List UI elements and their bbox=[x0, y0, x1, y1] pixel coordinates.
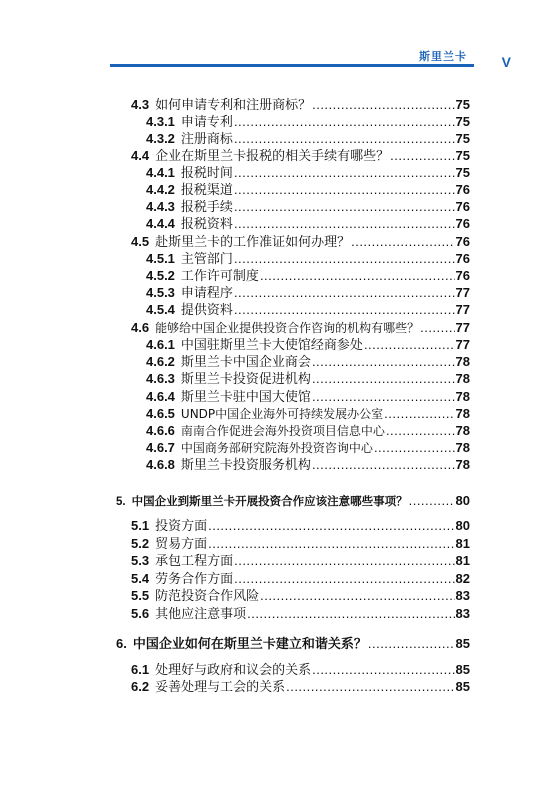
toc-chapter-title: 中国企业到斯里兰卡开展投资合作应该注意哪些事项？ bbox=[131, 494, 408, 508]
toc-entry-number: 4.6.6 bbox=[146, 423, 175, 438]
toc-leader-dots bbox=[234, 553, 454, 569]
toc-entry[interactable] bbox=[146, 199, 470, 216]
toc-entry-title: 处理好与政府和议会的关系 bbox=[155, 663, 312, 678]
toc-leader-dots bbox=[247, 606, 454, 622]
toc-entry[interactable] bbox=[131, 606, 470, 623]
toc-chapter-title: 中国企业如何在斯里兰卡建立和谐关系？ bbox=[132, 637, 367, 652]
toc-entry[interactable] bbox=[146, 131, 470, 148]
toc-entry[interactable] bbox=[146, 457, 470, 474]
toc-entry-title: 报税手续 bbox=[180, 200, 233, 215]
toc-leader-dots bbox=[312, 662, 454, 678]
toc-entry-page: 76 bbox=[455, 234, 470, 249]
toc-entry-page: 76 bbox=[455, 199, 470, 214]
toc-entry-title: 其他应注意事项 bbox=[155, 607, 247, 622]
toc-entry-title: 赴斯里兰卡的工作准证如何办理？ bbox=[155, 235, 351, 250]
toc-entry-number: 4.3.2 bbox=[146, 131, 175, 146]
toc-leader-dots bbox=[368, 636, 455, 652]
toc-leader-dots bbox=[312, 389, 455, 405]
toc-entry-number: 4.3.1 bbox=[146, 114, 175, 129]
toc-leader-dots bbox=[234, 199, 455, 215]
toc-entry-title: 斯里兰卡投资促进机构 bbox=[180, 372, 311, 387]
toc-entry-number: 4.4.2 bbox=[146, 182, 175, 197]
toc-chapter[interactable] bbox=[116, 493, 470, 510]
toc-leader-dots bbox=[409, 493, 455, 509]
toc-leader-dots bbox=[234, 182, 455, 198]
toc-leader-dots bbox=[390, 148, 454, 164]
toc-entry-title: 中国驻斯里兰卡大使馆经商参处 bbox=[180, 338, 363, 353]
toc-entry[interactable] bbox=[131, 234, 470, 251]
toc-entry-page: 78 bbox=[455, 406, 470, 421]
toc-leader-dots bbox=[312, 354, 455, 370]
toc-leader-dots bbox=[286, 679, 454, 695]
toc-entry-title: 申请程序 bbox=[180, 286, 233, 301]
toc-chapter-page: 80 bbox=[455, 493, 470, 508]
toc-leader-dots bbox=[234, 216, 455, 232]
toc-entry-page: 75 bbox=[455, 97, 470, 112]
toc-leader-dots bbox=[312, 371, 455, 387]
toc-entry-number: 4.3 bbox=[131, 97, 150, 112]
toc-entry-number: 5.3 bbox=[131, 553, 150, 568]
toc-entry-number: 4.5.1 bbox=[146, 251, 175, 266]
toc-entry-page: 77 bbox=[455, 320, 470, 335]
toc-entry[interactable] bbox=[146, 182, 470, 199]
toc-entry-number: 4.6.3 bbox=[146, 371, 175, 386]
toc-entry[interactable] bbox=[146, 354, 470, 371]
toc-entry-page: 81 bbox=[455, 553, 470, 568]
toc-leader-dots bbox=[384, 406, 454, 422]
toc-leader-dots bbox=[351, 234, 454, 250]
toc-entry-title: 斯里兰卡驻中国大使馆 bbox=[180, 390, 311, 405]
toc-entry-title: 工作许可制度 bbox=[180, 269, 259, 284]
toc-entry-page: 75 bbox=[455, 148, 470, 163]
toc-leader-dots bbox=[234, 251, 455, 267]
toc-entry-page: 78 bbox=[455, 423, 470, 438]
toc-entry-number: 4.6.7 bbox=[146, 440, 175, 455]
toc-entry-page: 81 bbox=[455, 536, 470, 551]
toc-entry-page: 85 bbox=[455, 679, 470, 694]
toc-entry-number: 4.4.1 bbox=[146, 165, 175, 180]
page-number: V bbox=[501, 54, 511, 70]
toc-entry-number: 4.5 bbox=[131, 234, 150, 249]
toc-entry-page: 83 bbox=[455, 588, 470, 603]
toc-entry-title: 贸易方面 bbox=[155, 537, 208, 552]
toc-entry[interactable] bbox=[146, 371, 470, 388]
toc-entry[interactable] bbox=[131, 97, 470, 114]
toc-entry-page: 85 bbox=[455, 662, 470, 677]
toc-entry[interactable] bbox=[146, 268, 470, 285]
toc-entry-title: 提供资料 bbox=[180, 303, 233, 318]
toc-leader-dots bbox=[386, 423, 455, 439]
toc-entry[interactable] bbox=[146, 216, 470, 233]
toc-entry-number: 4.6 bbox=[131, 320, 150, 335]
toc-entry-page: 82 bbox=[455, 571, 470, 586]
toc-entry-number: 5.6 bbox=[131, 606, 150, 621]
toc-entry-page: 83 bbox=[455, 606, 470, 621]
toc-entry[interactable] bbox=[146, 423, 470, 439]
toc-entry[interactable] bbox=[131, 679, 470, 696]
toc-entry[interactable] bbox=[131, 662, 470, 679]
toc-entry-title: 企业在斯里兰卡报税的相关手续有哪些？ bbox=[155, 149, 390, 164]
toc-entry[interactable] bbox=[146, 114, 470, 131]
toc-entry[interactable] bbox=[146, 302, 470, 319]
toc-entry-title: 劳务合作方面 bbox=[155, 572, 234, 587]
toc-leader-dots bbox=[260, 268, 455, 284]
toc-entry-number: 5.2 bbox=[131, 536, 150, 551]
toc-leader-dots bbox=[234, 114, 455, 130]
toc-entry-number: 5.1 bbox=[131, 518, 150, 533]
toc-entry-title: 妥善处理与工会的关系 bbox=[155, 680, 286, 695]
toc-leader-dots bbox=[260, 588, 454, 604]
running-header-title: 斯里兰卡 bbox=[419, 50, 467, 63]
toc-entry-title: 主管部门 bbox=[180, 252, 233, 267]
toc-leader-dots bbox=[420, 320, 454, 336]
toc-entry[interactable] bbox=[146, 406, 470, 422]
toc-entry-title: 承包工程方面 bbox=[155, 554, 234, 569]
toc-entry-number: 4.6.5 bbox=[146, 406, 175, 421]
toc-entry-number: 4.6.4 bbox=[146, 389, 175, 404]
toc-entry-title: 如何申请专利和注册商标？ bbox=[155, 98, 312, 113]
toc-leader-dots bbox=[312, 457, 455, 473]
toc-entry-page: 76 bbox=[455, 182, 470, 197]
toc-entry[interactable] bbox=[146, 440, 470, 456]
toc-entry-title: UNDP中国企业海外可持续发展办公室 bbox=[180, 407, 384, 421]
toc-leader-dots bbox=[234, 131, 455, 147]
toc-entry-number: 4.5.3 bbox=[146, 285, 175, 300]
toc-entry-title: 防范投资合作风险 bbox=[155, 589, 260, 604]
toc-entry-page: 77 bbox=[455, 285, 470, 300]
toc-entry-number: 4.6.1 bbox=[146, 337, 175, 352]
toc-entry-title: 报税资料 bbox=[180, 217, 233, 232]
toc-entry-page: 78 bbox=[455, 371, 470, 386]
toc-entry[interactable] bbox=[146, 337, 470, 354]
toc-entry-title: 南南合作促进会海外投资项目信息中心 bbox=[180, 424, 385, 438]
toc-entry-page: 80 bbox=[455, 518, 470, 533]
toc-leader-dots bbox=[234, 302, 455, 318]
toc-entry-number: 4.4.3 bbox=[146, 199, 175, 214]
toc-chapter-page: 85 bbox=[455, 636, 470, 651]
toc-entry[interactable] bbox=[131, 518, 470, 535]
toc-entry[interactable] bbox=[131, 148, 470, 165]
toc-entry[interactable] bbox=[131, 553, 470, 570]
toc-entry-page: 78 bbox=[455, 354, 470, 369]
toc-entry-title: 申请专利 bbox=[180, 115, 233, 130]
toc-entry-number: 4.4.4 bbox=[146, 216, 175, 231]
toc-entry-page: 76 bbox=[455, 216, 470, 231]
toc-entry-title: 投资方面 bbox=[155, 519, 208, 534]
toc-chapter-number: 6. bbox=[116, 636, 127, 651]
toc-entry-number: 4.6.8 bbox=[146, 457, 175, 472]
toc-entry-page: 75 bbox=[455, 165, 470, 180]
toc-entry-title: 斯里兰卡中国企业商会 bbox=[180, 355, 311, 370]
toc-entry[interactable] bbox=[146, 165, 470, 182]
toc-leader-dots bbox=[208, 536, 454, 552]
toc-entry[interactable] bbox=[131, 320, 470, 336]
toc-leader-dots bbox=[208, 518, 454, 534]
toc-entry-number: 4.6.2 bbox=[146, 354, 175, 369]
toc-entry-page: 77 bbox=[455, 302, 470, 317]
toc-entry[interactable] bbox=[131, 536, 470, 553]
toc-leader-dots bbox=[374, 440, 455, 456]
toc-chapter-number: 5. bbox=[116, 496, 126, 508]
toc-entry-number: 6.1 bbox=[131, 662, 150, 677]
toc-entry-page: 78 bbox=[455, 457, 470, 472]
toc-entry-number: 5.4 bbox=[131, 571, 150, 586]
toc-leader-dots bbox=[312, 97, 454, 113]
toc-entry-number: 4.4 bbox=[131, 148, 150, 163]
toc-leader-dots bbox=[364, 337, 455, 353]
toc-entry-number: 5.5 bbox=[131, 588, 150, 603]
toc-entry-page: 76 bbox=[455, 251, 470, 266]
toc-entry-page: 75 bbox=[455, 131, 470, 146]
toc-entry-page: 76 bbox=[455, 268, 470, 283]
toc-entry-title: 报税渠道 bbox=[180, 183, 233, 198]
toc-leader-dots bbox=[234, 165, 455, 181]
toc-entry-page: 75 bbox=[455, 114, 470, 129]
toc-entry[interactable] bbox=[131, 571, 470, 588]
toc-entry[interactable] bbox=[146, 251, 470, 268]
toc-entry-page: 77 bbox=[455, 337, 470, 352]
toc-entry-page: 78 bbox=[455, 389, 470, 404]
toc-entry-number: 4.5.4 bbox=[146, 302, 175, 317]
toc-entry-title: 斯里兰卡投资服务机构 bbox=[180, 458, 311, 473]
toc-chapter[interactable] bbox=[116, 636, 470, 653]
toc-leader-dots bbox=[234, 285, 455, 301]
toc-entry-page: 78 bbox=[455, 440, 470, 455]
toc-leader-dots bbox=[234, 571, 454, 587]
toc-entry-title: 能够给中国企业提供投资合作咨询的机构有哪些？ bbox=[155, 321, 420, 335]
toc-entry[interactable] bbox=[131, 588, 470, 605]
toc-entry-title: 报税时间 bbox=[180, 166, 233, 181]
toc-entry-title: 注册商标 bbox=[180, 132, 233, 147]
toc-entry-number: 6.2 bbox=[131, 679, 150, 694]
toc-entry-number: 4.5.2 bbox=[146, 268, 175, 283]
toc-entry[interactable] bbox=[146, 389, 470, 406]
toc-entry-title: 中国商务部研究院海外投资咨询中心 bbox=[180, 441, 373, 455]
toc-entry[interactable] bbox=[146, 285, 470, 302]
